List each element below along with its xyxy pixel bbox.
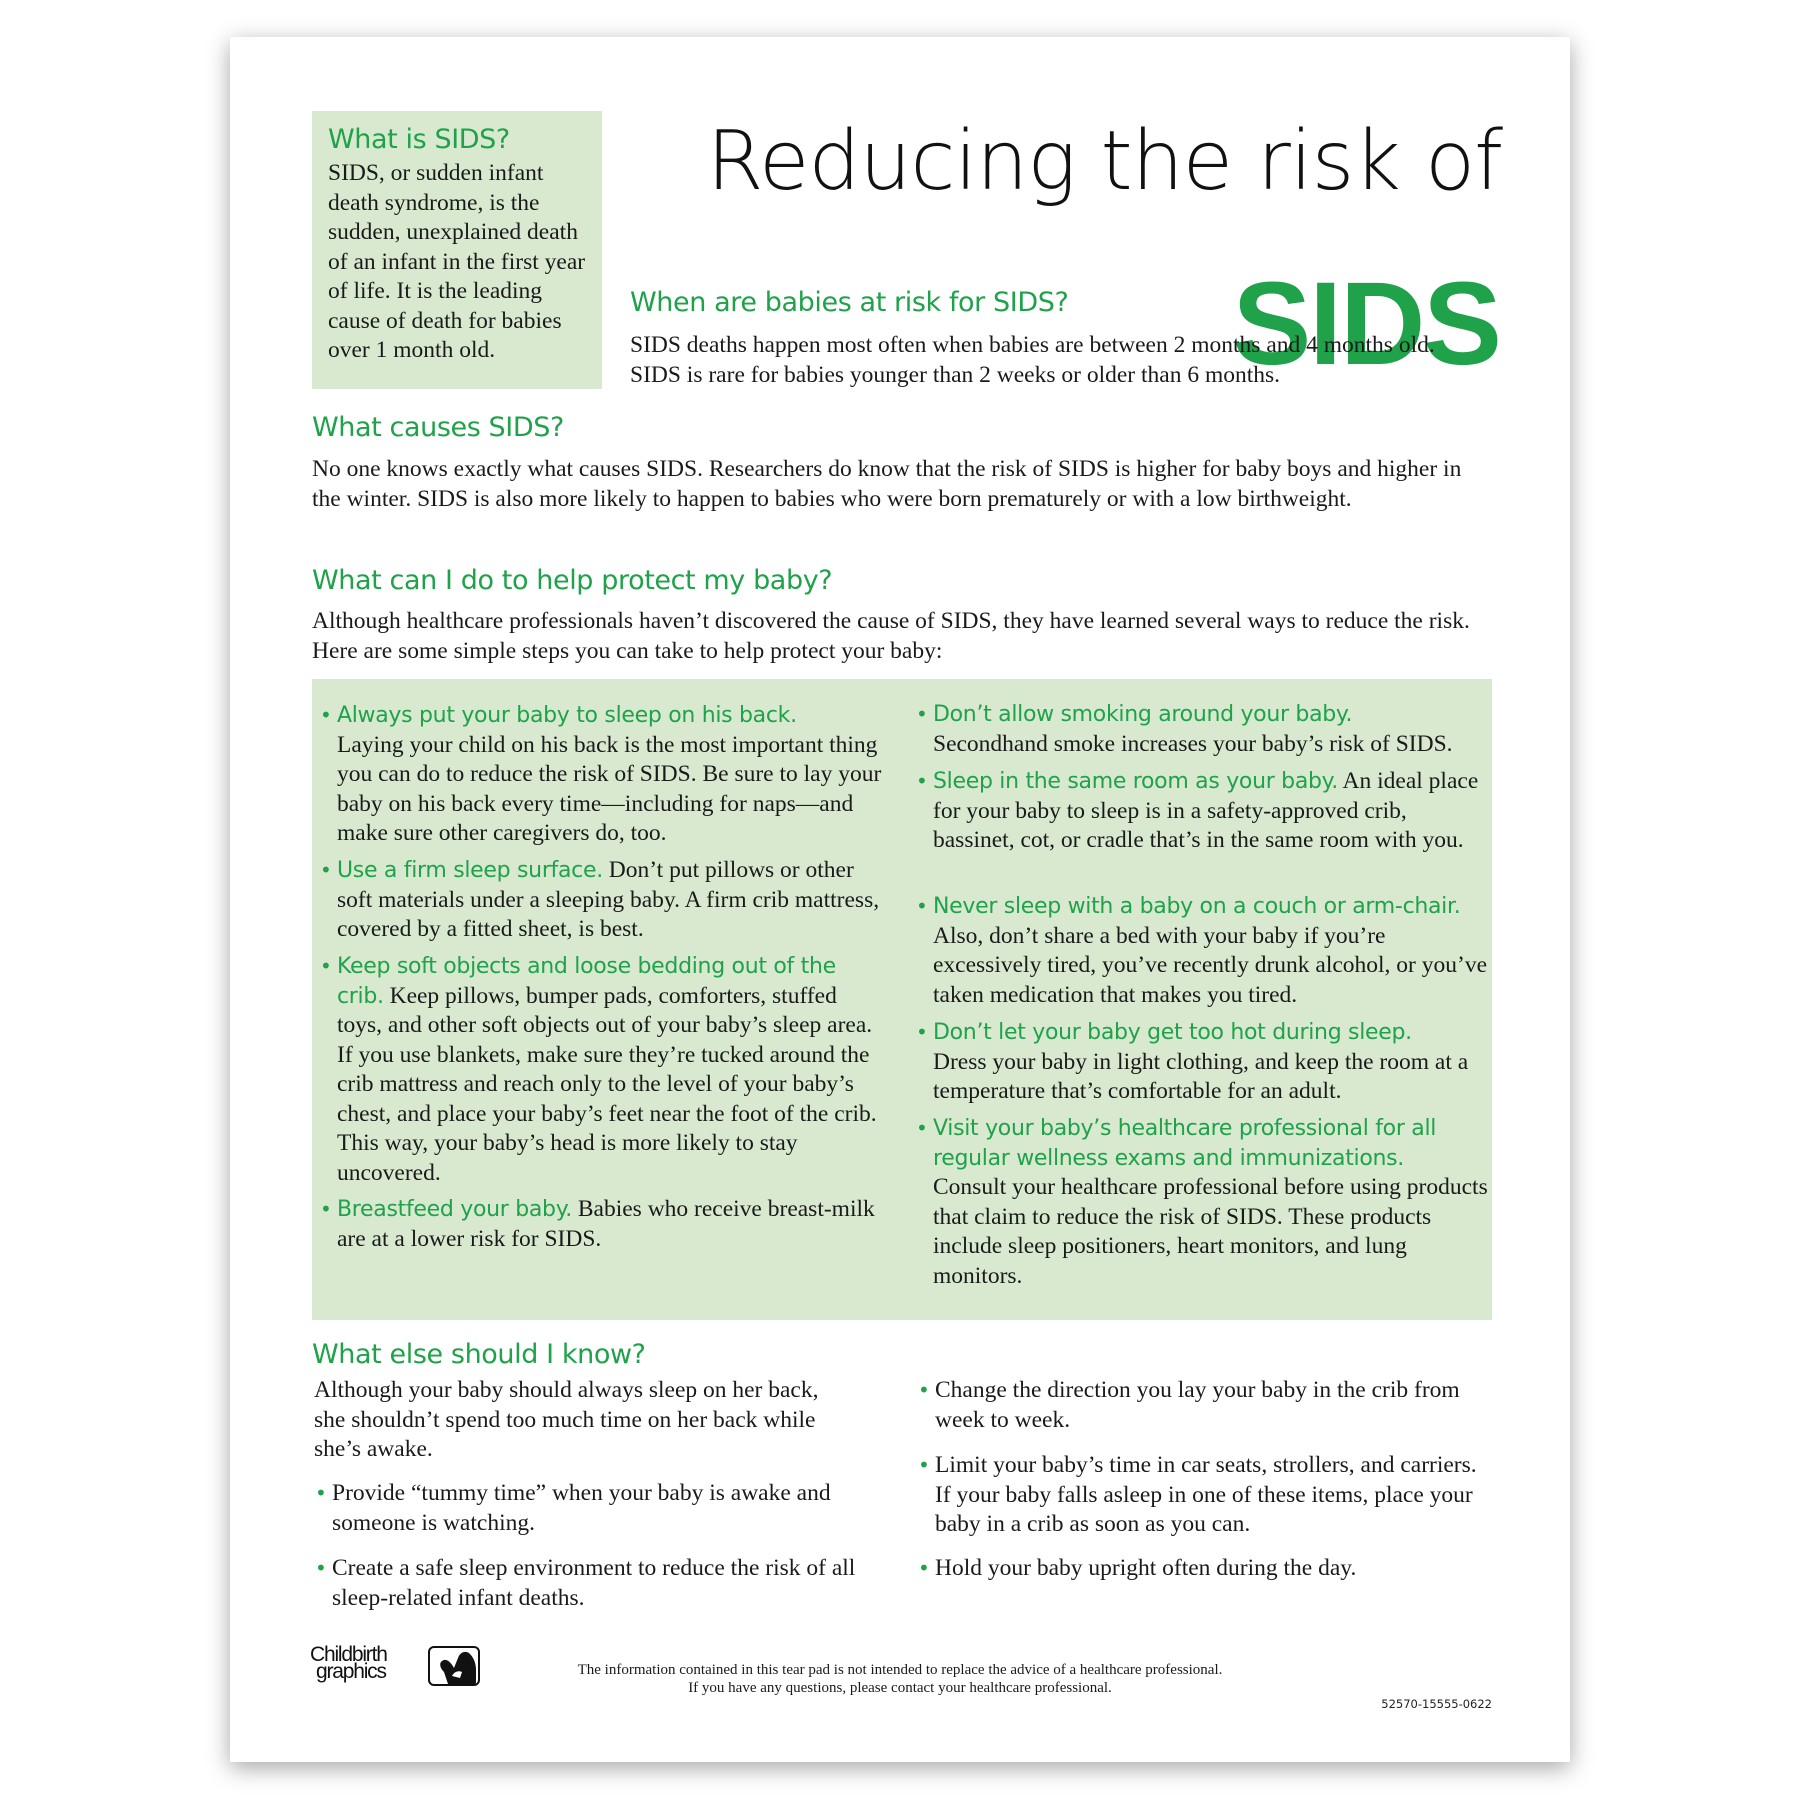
else-bullet-hold-upright [918, 1554, 1485, 1584]
bullet-icon: • [315, 1481, 327, 1505]
logo-mother-baby-icon [428, 1646, 480, 1686]
else-bullet-text: Hold your baby upright often during the day. [935, 1555, 1357, 1581]
else-know-intro: Although your baby should always sleep on her back, she shouldn’t spend too much time on her back while she’s awake. [314, 1377, 819, 1462]
what-is-sids-heading: What is SIDS? [328, 124, 510, 155]
bullet-icon: • [320, 954, 332, 978]
tip-text: Dress your baby in light clothing, and keep the room at a temperature that’s comfortable for an adult. [933, 1048, 1469, 1104]
tip-text: Don’t put pillows or other soft materials under a sleeping baby. A firm crib mattress, covered by a fitted sheet, is best. [337, 857, 880, 942]
what-is-sids-body: SIDS, or sudden infant death syndrome, is the sudden, unexplained death of an infant in the first year of life. It is the leading cause of death for babies over 1 month old. [328, 160, 586, 363]
logo-line1: Childbirth [310, 1643, 387, 1666]
tip-lead: Always put your baby to sleep on his back. [337, 703, 797, 728]
bullet-icon: • [320, 703, 332, 727]
tear-pad-page [230, 37, 1570, 1762]
tip-same-room [916, 767, 1489, 856]
else-bullet-limit-car-seats [918, 1451, 1485, 1540]
causes-heading: What causes SIDS? [312, 412, 564, 443]
bullet-icon: • [916, 702, 928, 726]
bullet-icon: • [916, 1020, 928, 1044]
protect-heading: What can I do to help protect my baby? [312, 565, 833, 596]
tip-lead: Breastfeed your baby. [337, 1197, 572, 1222]
bullet-icon: • [918, 1556, 930, 1580]
tip-text: Babies who receive breast-milk are at a lower risk for SIDS. [337, 1196, 875, 1252]
tip-not-too-hot [916, 1018, 1489, 1107]
childbirth-graphics-logo [310, 1644, 480, 1684]
else-bullet-change-direction [918, 1376, 1485, 1435]
bullet-icon: • [916, 769, 928, 793]
tip-text: Consult your healthcare professional before using products that claim to reduce the risk of SIDS. These products include sleep positioners, heart monitors, and lung monitors. [933, 1174, 1488, 1289]
tip-no-couch [916, 892, 1489, 1010]
bullet-icon: • [918, 1453, 930, 1477]
tip-text: Secondhand smoke increases your baby’s risk of SIDS. [933, 730, 1453, 757]
when-at-risk-body: SIDS deaths happen most often when babies are between 2 months and 4 months old. SIDS is rare for babies younger than 2 weeks or older than 6 months. [630, 332, 1435, 388]
tip-lead: Don’t allow smoking around your baby. [933, 702, 1353, 727]
product-code: 52570-15555-0622 [1381, 1697, 1492, 1711]
else-bullet-safe-environment [315, 1554, 872, 1613]
when-at-risk-heading: When are babies at risk for SIDS? [630, 287, 1069, 318]
tip-text: Also, don’t share a bed with your baby if you’re excessively tired, you’ve recently drunk alcohol, or you’ve taken medication that makes you tired. [933, 922, 1488, 1008]
tip-lead: Use a firm sleep surface. [337, 858, 603, 883]
bullet-icon: • [916, 894, 928, 918]
tip-lead: Never sleep with a baby on a couch or arm-chair. [933, 894, 1461, 919]
bullet-icon: • [918, 1378, 930, 1402]
tip-visit-professional [916, 1114, 1489, 1291]
disclaimer-line1: The information contained in this tear pad is not intended to replace the advice of a healthcare professional. [577, 1662, 1223, 1678]
else-bullet-text: Limit your baby’s time in car seats, strollers, and carriers. If your baby falls asleep in one of these items, place your baby in a crib as soon as you can. [935, 1452, 1477, 1537]
silhouette-icon [430, 1648, 478, 1684]
tip-back-sleep [320, 701, 887, 849]
page-title-sids: SIDS [1232, 258, 1500, 390]
disclaimer [480, 1661, 1320, 1697]
tip-lead: Sleep in the same room as your baby. [933, 769, 1338, 794]
tip-lead: Visit your baby’s healthcare professional for all regular wellness exams and immunizations. [933, 1116, 1437, 1171]
else-know-heading: What else should I know? [312, 1339, 646, 1370]
bullet-icon: • [916, 1116, 928, 1140]
tip-soft-objects [320, 952, 887, 1188]
protect-tips-box [312, 679, 1492, 1320]
else-bullet-text: Change the direction you lay your baby in the crib from week to week. [935, 1377, 1460, 1433]
tip-text: An ideal place for your baby to sleep is in a safety-approved crib, bassinet, cot, or cradle that’s in the same room with you. [933, 768, 1479, 853]
bullet-icon: • [320, 1197, 332, 1221]
tip-no-smoking [916, 700, 1489, 759]
bullet-icon: • [315, 1556, 327, 1580]
disclaimer-line2: If you have any questions, please contact your healthcare professional. [688, 1680, 1112, 1696]
tip-lead: Don’t let your baby get too hot during sleep. [933, 1020, 1412, 1045]
tip-firm-surface [320, 856, 887, 945]
tip-text: Laying your child on his back is the most important thing you can do to reduce the risk of SIDS. Be sure to lay your baby on his back every time—including for naps—and make sure other caregivers do, too. [337, 731, 882, 846]
else-bullet-text: Provide “tummy time” when your baby is awake and someone is watching. [332, 1480, 831, 1536]
page-title-line1: Reducing the risk of [706, 114, 1502, 209]
bullet-icon: • [320, 858, 332, 882]
tip-text: Keep pillows, bumper pads, comforters, stuffed toys, and other soft objects out of your baby’s sleep area. If you use blankets, make sure they’re tucked around the crib mattress and reach only to the level of your baby’s chest, and place your baby’s feet near the foot of the crib. This way, your baby’s head is more likely to stay uncovered. [337, 982, 877, 1186]
else-bullet-text: Create a safe sleep environment to reduce the risk of all sleep-related infant deaths. [332, 1555, 856, 1611]
else-bullet-tummy-time [315, 1479, 872, 1538]
causes-body: No one knows exactly what causes SIDS. Researchers do know that the risk of SIDS is higher for baby boys and higher in the winter. SIDS is also more likely to happen to babies who were born prematurely or with a low birthweight. [312, 456, 1462, 512]
tip-lead: Keep soft objects and loose bedding out of the crib. [337, 954, 836, 1009]
logo-line2: graphics [316, 1660, 386, 1683]
tip-breastfeed [320, 1195, 887, 1254]
protect-intro: Although healthcare professionals haven’t discovered the cause of SIDS, they have learned several ways to reduce the risk. Here are some simple steps you can take to help protect your baby: [312, 608, 1470, 664]
what-is-sids-box [312, 111, 602, 389]
